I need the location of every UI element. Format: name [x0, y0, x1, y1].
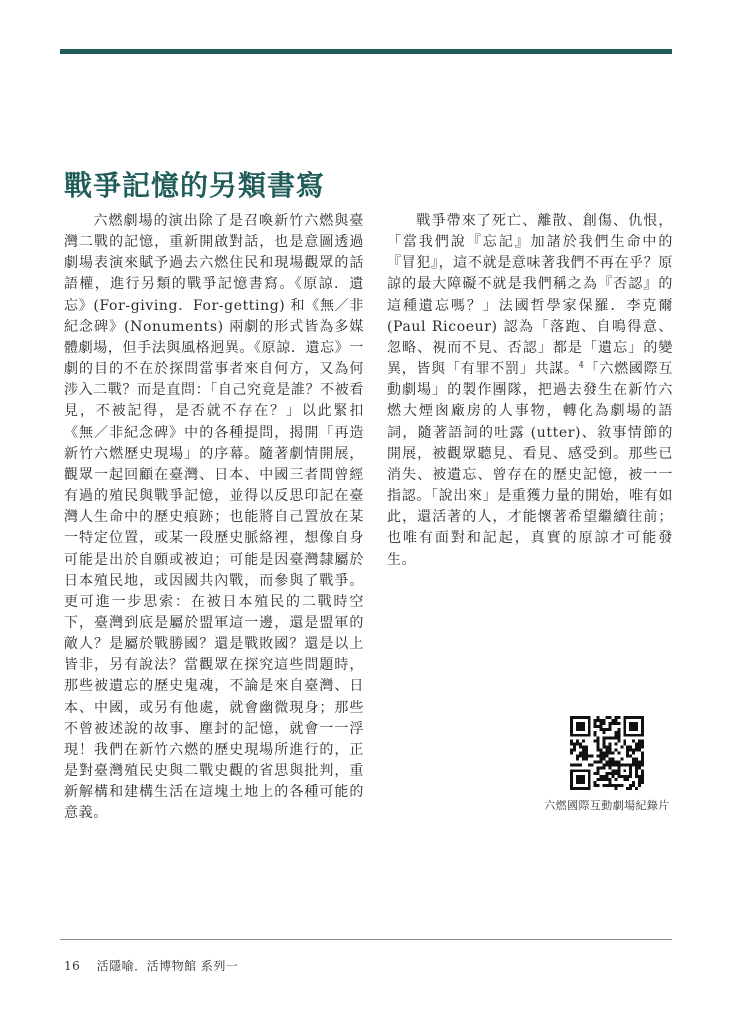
left-column [64, 211, 364, 825]
left-paragraph: 六燃劇場的演出除了是召喚新竹六燃與臺灣二戰的記憶，重新開啟對話，也是意圖透過劇場表演來賦予過去六燃住民和現場觀眾的話語權，進行另類的戰爭記憶書寫。《原諒．遺忘》(For-giving．For-getting) 和《無／非紀念碑》(Nonuments) 兩劇的形式皆為多媒體劇場，但手法與風格迥異。《原諒．遺忘》一劇的目的不在於探問當事者來自何方，又為何涉入二戰？而是直問：「自己究竟是誰？不被看見，不被記得，是否就不存在？」以此緊扣《無／非紀念碑》中的各種提問，揭開「再造新竹六燃歷史現場」的序幕。隨著劇情開展，觀眾一起回顧在臺灣、日本、中國三者間曾經有過的殖民與戰爭記憶，並得以反思印記在臺灣人生命中的歷史痕跡；也能將自己置放在某一特定位置，或某一段歷史脈絡裡，想像自身可能是出於自願或被迫；可能是因臺灣隸屬於日本殖民地，或因國共內戰，而參與了戰爭。更可進一步思索：在被日本殖民的二戰時空下，臺灣到底是屬於盟軍這一邊，還是盟軍的敵人？是屬於戰勝國？還是戰敗國？還是以上皆非，另有說法？當觀眾在探究這些問題時，那些被遺忘的歷史鬼魂，不論是來自臺灣、日本、中國，或另有他處，就會幽微現身；那些不曾被述說的故事、塵封的記憶，就會一一浮現！我們在新竹六燃的歷史現場所進行的，正是對臺灣殖民史與二戰史觀的省思與批判，重新解構和建構生活在這塊土地上的各種可能的意義。 [64, 213, 364, 822]
section-title: 戰爭記憶的另類書寫 [64, 169, 326, 202]
right-paragraph-part1: 戰爭帶來了死亡、離散、創傷、仇恨，「當我們說『忘記』加諸於我們生命中的『冒犯』，這不就是意味著我們不再在乎？原諒的最大障礙不就是我們稱之為『否認』的這種遺忘嗎？」法國哲學家保羅．李克爾 (Paul Ricoeur) 認為「落跑、自鳴得意、忽略、視而不見、否認」都是「遺忘」的變異，皆與「有罪不罰」共謀。 [387, 213, 673, 378]
page-number: 16 [64, 959, 81, 973]
right-paragraph [387, 211, 673, 571]
page-footer [64, 957, 238, 974]
footnote-marker: 4 [578, 360, 585, 370]
qr-caption: 六燃國際互動劇場紀錄片 [544, 799, 670, 812]
right-column [387, 211, 673, 571]
top-rule [60, 49, 672, 54]
bottom-rule [60, 939, 672, 940]
qr-code-icon[interactable] [570, 716, 644, 790]
publication-title: 活隱喻．活博物館 系列一 [96, 959, 239, 973]
right-paragraph-part2: 「六燃國際互動劇場」的製作團隊，把過去發生在新竹六燃大煙囪廠房的人事物，轉化為劇場的語詞，隨著語詞的吐露 (utter)、敘事情節的開展，被觀眾聽見、看見、感受到。那些已消失、被遺忘、曾存在的歷史記憶，被一一指認。「說出來」是重獲力量的開始，唯有如此，還活著的人，才能懷著希望繼續往前；也唯有面對和記起，真實的原諒才可能發生。 [387, 361, 673, 568]
